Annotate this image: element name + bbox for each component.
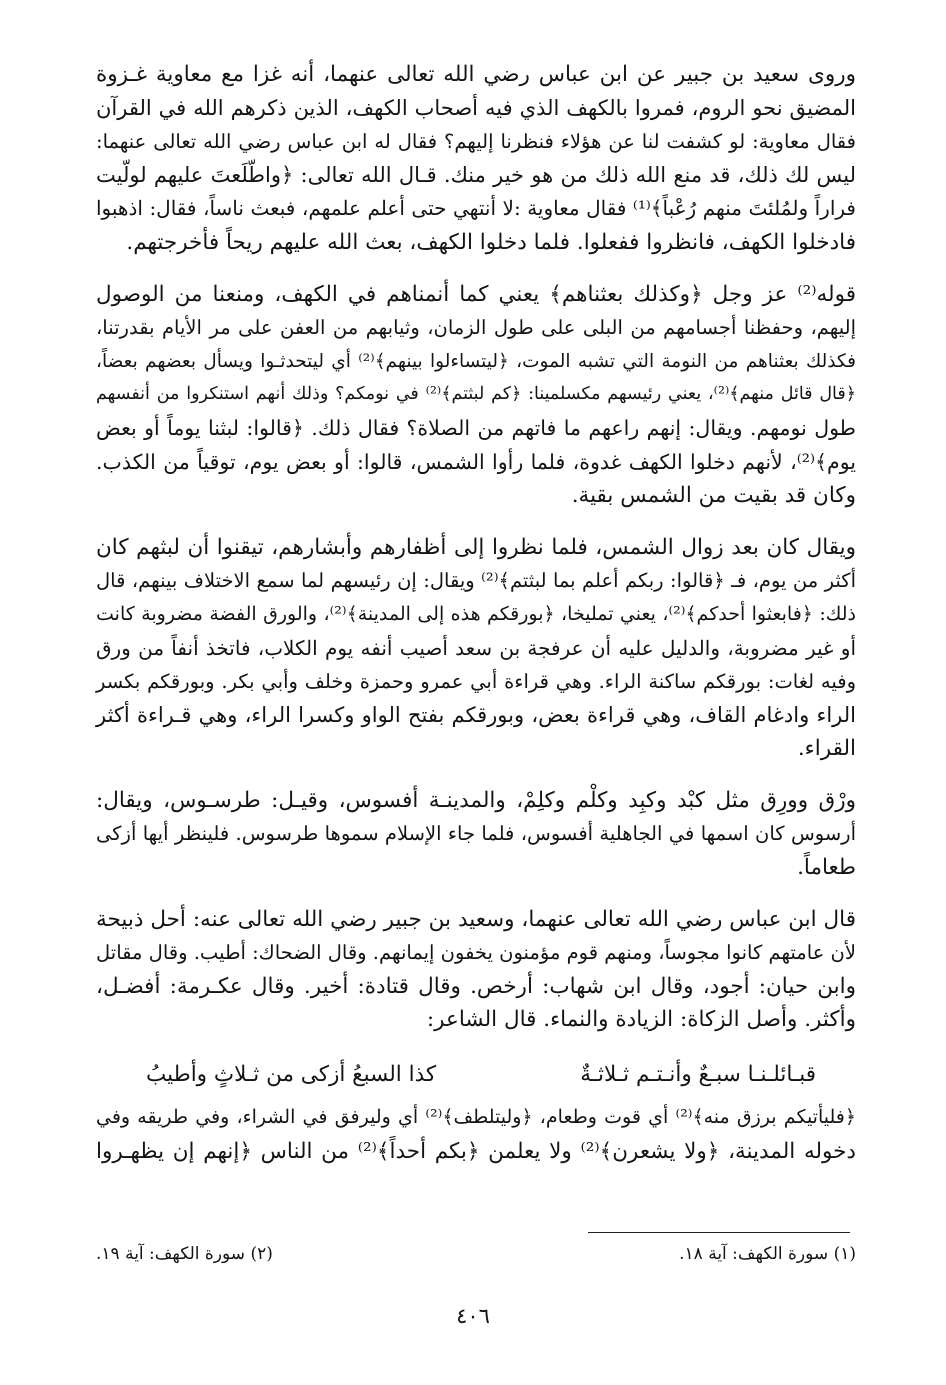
text-line: إليهم، وحفظنا أجسامهم من البلى على طول الزمان، وثيابهم من العفن على مر الأيام بقدرتنا، bbox=[96, 316, 856, 340]
text-line: طول نومهم. ويقال: إنهم راعهم ما فاتهم من الصلاة؟ فقال ذلك. ﴿قالوا: لبثنا يوماً أو بعض bbox=[96, 415, 856, 440]
footnote-marker: (٢) bbox=[250, 1244, 273, 1264]
text-line: قوله⁽²⁾ عز وجل ﴿وكذلك بعثناهم﴾ يعني كما أنمناهم في الكهف، ومنعنا من الوصول bbox=[96, 281, 856, 307]
text-line: لأن عامتهم كانوا مجوساً، ومنهم قوم مؤمنون يخفون إيمانهم. وقال الضحاك: أطيب. وقال مقاتل bbox=[96, 941, 856, 965]
text-line: طعاماً. bbox=[797, 855, 856, 881]
paragraph-6 bbox=[96, 1101, 856, 1168]
footnote-text: سورة الكهف: آية ١٨. bbox=[679, 1244, 829, 1264]
paragraph-5 bbox=[96, 903, 856, 1037]
text-line: ليس لك ذلك، قد منع الله ذلك من هو خير منك. قـال الله تعالى: ﴿واطّلَعتَ عليهم لولّيت bbox=[96, 162, 856, 187]
text-line: القراء. bbox=[797, 736, 856, 762]
text-line: ورْق وورِق مثل كبْد وكبِد وكلْم وكلِمْ، والمدينـة أفسوس، وقيـل: طرسـوس، ويقال: bbox=[96, 787, 856, 813]
poem-left-hemistich: كذا السبعُ أزكى من ثـلاثٍ وأطيبُ bbox=[146, 1062, 437, 1088]
text-line: أرسوس كان اسمها في الجاهلية أفسوس، فلما جاء الإسلام سموها طرسوس. فلينظر أيها أزكى bbox=[96, 822, 856, 846]
text-line: ﴿فليأتيكم برزق منه﴾⁽²⁾ أي قوت وطعام، ﴿وليتلطف﴾⁽²⁾ أي وليرفق في الشراء، وفي طريقه وفي bbox=[96, 1106, 856, 1129]
text-line: ذلك: ﴿فابعثوا أحدكم﴾⁽²⁾، يعني تمليخا، ﴿بورقكم هذه إلى المدينة﴾⁽²⁾، والورق الفضة مضروبة كانت bbox=[96, 602, 856, 625]
footnote-divider bbox=[588, 1232, 850, 1233]
footnote-2 bbox=[96, 1244, 273, 1264]
paragraph-3 bbox=[96, 531, 856, 766]
page-body bbox=[96, 58, 856, 1186]
paragraph-2 bbox=[96, 278, 856, 513]
footnote-marker: (١) bbox=[833, 1244, 856, 1264]
footnotes bbox=[96, 1244, 856, 1264]
footnote-1 bbox=[679, 1244, 856, 1264]
text-line: أكثر من يوم، فـ ﴿قالوا: ربكم أعلم بما لبثتم﴾⁽²⁾ ويقال: إن رئيسهم لما سمع الاختلاف بينهم، قال bbox=[96, 569, 857, 593]
text-line: قال ابن عباس رضي الله تعالى عنهما، وسعيد بن جبير رضي الله تعالى عنه: أحل ذبيحة bbox=[96, 906, 856, 932]
text-line: المضيق نحو الروم، فمروا بالكهف الذي فيه أصحاب الكهف، الذين ذكرهم الله في القرآن bbox=[96, 95, 856, 120]
text-line: وفيه لغات: بورقكم ساكنة الراء. وهي قراءة أبي عمرو وحمزة وخلف وأبي بكر. وبورقكم بكسر bbox=[96, 670, 856, 694]
text-line: يوم﴾⁽²⁾، لأنهم دخلوا الكهف غدوة، فلما رأوا الشمس، قالوا: أو بعض يوم، توقياً من الكذب. bbox=[96, 449, 856, 474]
page-number: ٤٠٦ bbox=[456, 1304, 490, 1328]
text-line: فقال معاوية: لو كشفت لنا عن هؤلاء فنظرنا إليهم؟ فقال له ابن عباس رضي الله تعالى عنهما: bbox=[96, 130, 856, 154]
footnote-text: سورة الكهف: آية ١٩. bbox=[96, 1244, 246, 1264]
poem-verse bbox=[96, 1055, 856, 1095]
text-line: وروى سعيد بن جبير عن ابن عباس رضي الله تعالى عنهما، أنه غزا مع معاوية غـزوة bbox=[96, 62, 856, 87]
paragraph-1 bbox=[96, 58, 856, 260]
poem-right-hemistich: قبـائلـنـا سبـعٌ وأنـتـم ثـلاثـةٌ bbox=[580, 1062, 816, 1088]
text-line: دخوله المدينة، ﴿ولا يشعرن﴾⁽²⁾ ولا يعلمن ﴿بكم أحداً﴾⁽²⁾ من الناس ﴿إنهم إن يظهـروا bbox=[96, 1138, 856, 1164]
text-line: ويقال كان بعد زوال الشمس، فلما نظروا إلى أظفارهم وأبشارهم، تيقنوا أن لبثهم كان bbox=[96, 534, 856, 560]
text-line: فراراً ولمُلئتَ منهم رُعْباً﴾⁽¹⁾ فقال معاوية :لا أنتهي حتى أعلم علمهم، فبعث ناساً، فقال: اذهبوا bbox=[96, 196, 856, 221]
text-line: فادخلوا الكهف، فانظروا ففعلوا. فلما دخلوا الكهف، بعث الله عليهم ريحاً فأخرجتهم. bbox=[126, 229, 856, 255]
paragraph-4 bbox=[96, 784, 856, 885]
text-line: الراء وادغام القاف، وهي قراءة بعض، وبورقكم بفتح الواو وكسرا الراء، وهي قـراءة أكثر bbox=[96, 702, 856, 727]
text-line: فكذلك بعثناهم من النومة التي تشبه الموت، ﴿ليتساءلوا بينهم﴾⁽²⁾ أي ليتحدثـوا ويسأل بعضهم بعضاً، bbox=[96, 350, 856, 372]
text-line: وكان قد بقيت من الشمس بقية. bbox=[571, 483, 856, 509]
text-line: وابن حيان: أجود، وقال ابن شهاب: أرخص. وقال قتادة: أخير. وقال عكـرمة: أفضـل، bbox=[96, 973, 856, 999]
text-line: أو غير مضروبة، والدليل عليه أن عرفجة بن سعد أصيب أنفه يوم الكلاب، فاتخذ أنفاً من ورق bbox=[96, 635, 856, 660]
text-line: ﴿قال قائل منهم﴾⁽²⁾، يعني رئيسهم مكسلمينا: ﴿كم لبثتم﴾⁽²⁾ في نومكم؟ وذلك أنهم استنكروا من أنفسهم bbox=[96, 384, 856, 405]
text-line: وأكثر. وأصل الزكاة: الزيادة والنماء. قال الشاعر: bbox=[426, 1007, 856, 1033]
